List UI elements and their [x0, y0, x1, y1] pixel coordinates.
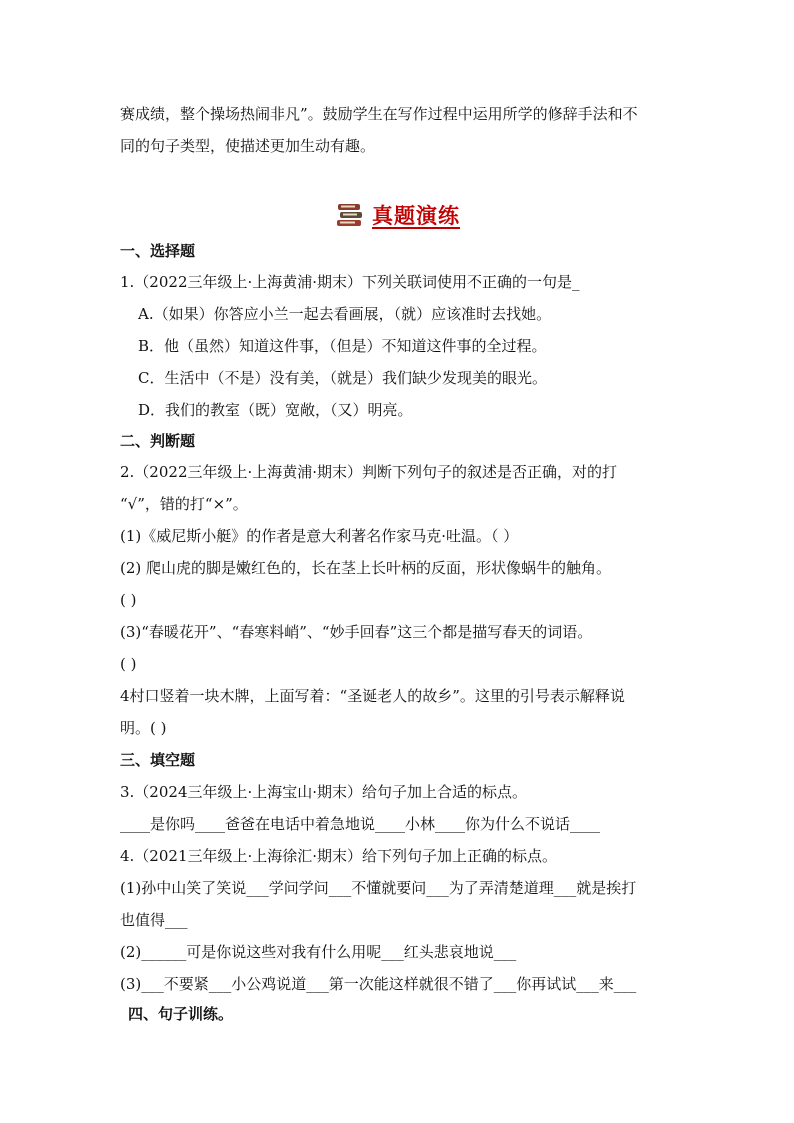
- question-2-item-1: (1)《威尼斯小艇》的作者是意大利著名作家马克·吐温。（ ）: [120, 527, 519, 545]
- question-2-item-3: (3)“春暖花开”、“春寒料峭”、“妙手回春”这三个都是描写春天的词语。: [120, 623, 593, 641]
- question-1-option-b: B．他（虽然）知道这件事，（但是）不知道这件事的全过程。: [138, 337, 547, 355]
- question-4-item-2: (2)______可是你说这些对我有什么用呢___红头悲哀地说___: [120, 943, 517, 961]
- page-title: 真题演练: [372, 203, 460, 228]
- question-3-stem: 3.（2024三年级上·上海宝山·期末）给句子加上合适的标点。: [120, 783, 528, 801]
- question-4-stem: 4.（2021三年级上·上海徐汇·期末）给下列句子加上正确的标点。: [120, 847, 558, 865]
- question-1-option-a: A.（如果）你答应小兰一起去看画展，（就）应该准时去找她。: [138, 305, 552, 323]
- section-sentence-heading: 四、句子训练。: [128, 1005, 234, 1023]
- question-3-blanks: ____是你吗____爸爸在电话中着急地说____小林____你为什么不说话____: [120, 815, 601, 833]
- question-4-item-3: (3)___不要紧___小公鸡说道___第一次能这样就很不错了___你再试试___来___: [120, 975, 637, 993]
- section-fill-heading: 三、填空题: [120, 751, 196, 769]
- section-header: [336, 200, 460, 230]
- question-1-option-d: D．我们的教室（既）宽敞，（又）明亮。: [138, 401, 413, 419]
- intro-line-2: 同的句子类型，使描述更加生动有趣。: [120, 137, 376, 155]
- question-1-option-c: C．生活中（不是）没有美，（就是）我们缺少发现美的眼光。: [138, 369, 547, 387]
- question-2-item-4-cont: 明。( ): [120, 719, 167, 737]
- question-2-item-4: 4村口竖着一块木牌，上面写着：“圣诞老人的故乡”。这里的引号表示解释说: [120, 687, 625, 705]
- books-icon: [336, 202, 364, 228]
- question-4-item-1-cont: 也值得___: [120, 911, 188, 929]
- section-judge-heading: 二、判断题: [120, 432, 196, 450]
- question-2-item-2-answer: ( ): [120, 591, 137, 609]
- question-4-item-1: (1)孙中山笑了笑说___学问学问___不懂就要问___为了弄清楚道理___就是挨打: [120, 879, 637, 897]
- intro-line-1: 赛成绩，整个操场热闹非凡”。鼓励学生在写作过程中运用所学的修辞手法和不: [120, 105, 638, 123]
- question-2-stem-line-1: 2.（2022三年级上·上海黄浦·期末）判断下列句子的叙述是否正确，对的打: [120, 463, 618, 481]
- question-1-stem: 1.（2022三年级上·上海黄浦·期末）下列关联词使用不正确的一句是_: [120, 273, 580, 291]
- question-2-item-3-answer: ( ): [120, 655, 137, 673]
- question-2-stem-line-2: “√”，错的打“×”。: [120, 495, 248, 513]
- question-2-item-2: (2) 爬山虎的脚是嫩红色的，长在茎上长叶柄的反面，形状像蜗牛的触角。: [120, 559, 612, 577]
- section-choice-heading: 一、选择题: [120, 242, 196, 260]
